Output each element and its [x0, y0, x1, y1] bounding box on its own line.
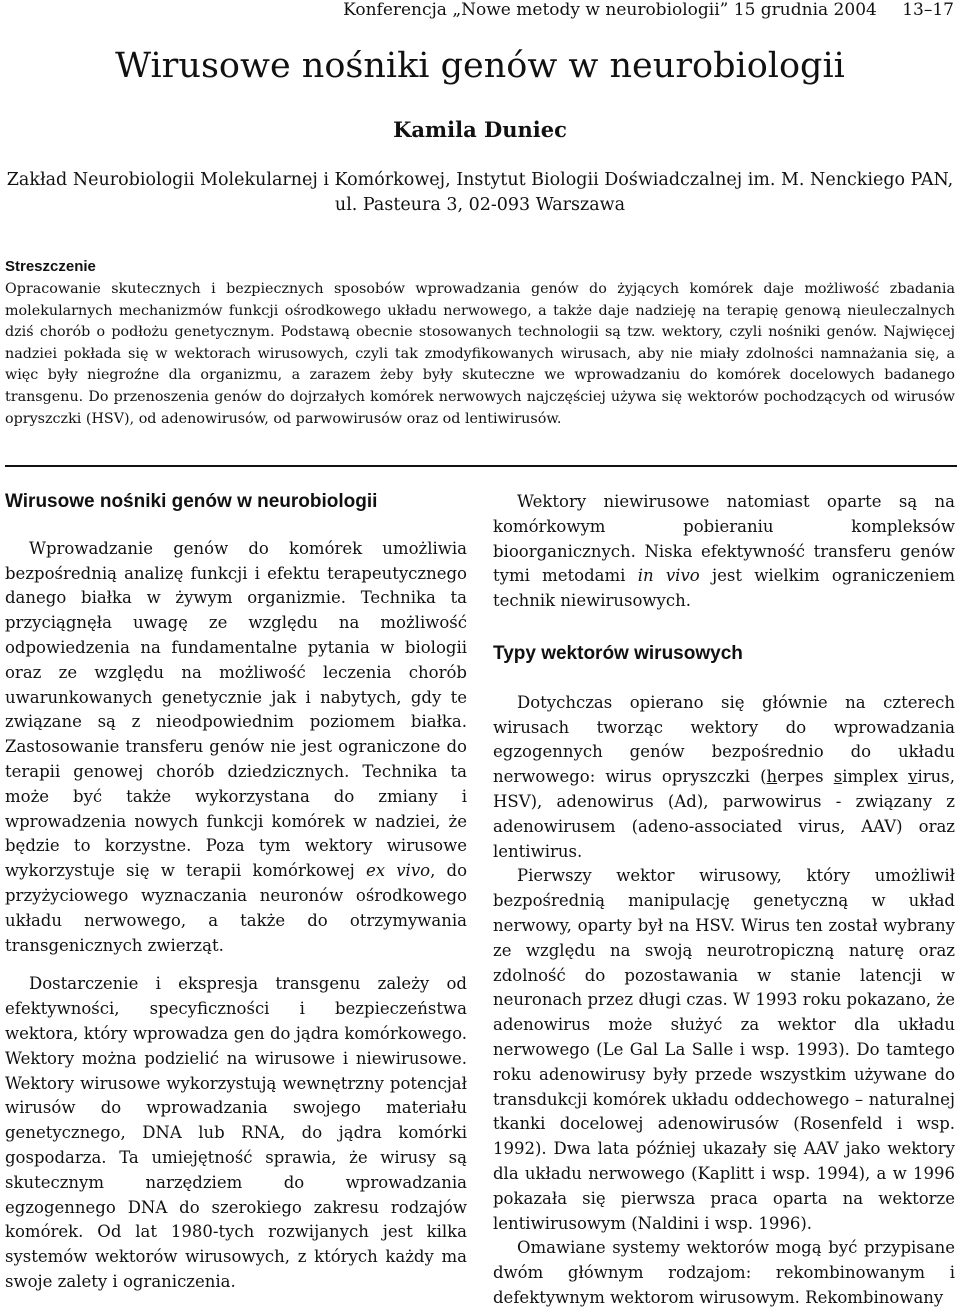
- conference-name: Konferencja „Nowe metody w neurobiologii” 15 grudnia 2004: [343, 0, 877, 20]
- article-title: Wirusowe nośniki genów w neurobiologii: [115, 46, 845, 86]
- text-run: erpes: [777, 767, 834, 787]
- running-header: [343, 0, 954, 20]
- left-column: [5, 490, 467, 1295]
- section-heading-intro: Wirusowe nośniki genów w neurobiologii: [5, 491, 378, 512]
- underlined-letter: v: [908, 767, 918, 787]
- body-paragraph: Dostarczenie i ekspresja transgenu zależy od efektywności, specyficzności i bezpieczeństwa wektora, który wprowadza gen do jądra komórkowego. Wektory można podzielić na wirusowe i niewirusowe. Wektory wirusowe wykorzystują wewnętrzny potencjał wirusów do wprowadzania swojego materiału genetycznego, DNA lub RNA, do jądra komórki gospodarza. Ta umiejętność sprawia, że wirusy są skutecznym narzędziem do wprowadzania egzogennego DNA do szerokiego zakresu rodzajów komórek. Od lat 1980-tych rozwijanych jest kilka systemów wektorów wirusowych, z których każdy ma swoje zalety i ograniczenia.: [5, 974, 467, 1291]
- abstract: [5, 258, 955, 430]
- text-run: implex: [842, 767, 909, 787]
- text-run: jest wielkim ograniczeniem technik niewirusowych.: [493, 566, 955, 611]
- body-paragraph: Pierwszy wektor wirusowy, który umożliwił bezpośrednią manipulację genetyczną w układ nerwowy, oparty był na HSV. Wirus ten został wybrany ze względu na swoją neurotropiczną naturę oraz zdolność do pozostawania w stanie latencji w neuronach przez długi czas. W 1993 roku pokazano, że adenowirus może służyć za wektor dla układu nerwowego (Le Gal La Salle i wsp. 1993). Do tamtego roku adenowirusy były przede wszystkim używane do transdukcji komórek układu oddechowego – naturalnej tkanki docelowej adenowirusów (Rosenfeld i wsp. 1992). Dwa lata później ukazały się AAV jako wektory dla układu nerwowego (Kaplitt i wsp. 1994), a w 1996 pokazała się pierwsza praca oparta na wektorze lentiwirusowym (Naldini i wsp. 1996).: [493, 866, 955, 1233]
- abstract-text: Opracowanie skutecznych i bezpiecznych sposobów wprowadzania genów do żyjących komórek daje możliwość zbadania molekularnych mechanizmów funkcji ośrodkowego układu nerwowego, a także daje nadzieję na terapię genową nieuleczalnych dziś chorób o podłożu genetycznym. Podstawą obecnie stosowanych technologii są tzw. wektory, czyli nośniki genów. Najwięcej nadziei pokłada się w wektorach wirusowych, czyli tak zmodyfikowanych wirusach, aby nie miały zdolności namnażania się, a więc były niegroźne dla organizmu, a zarazem żeby były skuteczne we wprowadzaniu do komórek docelowych badanego transgenu. Do przenoszenia genów do dojrzałych komórek nerwowych najczęściej używa się wektorów pochodzących od wirusów opryszczki (HSV), od adenowirusów, od parwowirusów oraz od lentiwirusów.: [5, 281, 955, 427]
- body-paragraph: [5, 537, 467, 959]
- right-column: [493, 490, 955, 1311]
- abstract-heading: Streszczenie: [5, 258, 96, 275]
- body-paragraph: Omawiane systemy wektorów mogą być przypisane dwóm głównym rodzajom: rekombinowanym i defektywnym wektorom wirusowym. Rekombinowany: [493, 1238, 955, 1307]
- page-range: 13–17: [902, 0, 954, 20]
- italic-term: in vivo: [637, 566, 700, 586]
- text-run: Wprowadzanie genów do komórek umożliwia bezpośrednią analizę funkcji i efektu terapeutycznego danego białka w żywym organizmie. Technika ta przyciągnęła uwagę ze względu na możliwość odpowiedzenia na fundamentalne pytania w biologii oraz ze względu na możliwość leczenia chorób uwarunkowanych genetycznie jak i nabytych, gdy te związane są z nieodpowiednim poziomem białka. Zastosowanie transferu genów nie jest ograniczone do terapii genowej chorób dziedzicznych. Technika ta może być także wykorzystana do zmiany i wprowadzenia nowych funkcji komórek w nadziei, że będzie to korzystne. Poza tym wektory wirusowe wykorzystuje się w terapii komórkowej: [5, 538, 467, 881]
- affiliation-line-2: ul. Pasteura 3, 02-093 Warszawa: [334, 195, 626, 215]
- section-divider: [5, 465, 957, 467]
- underlined-letter: s: [833, 767, 843, 787]
- text-run: irus, HSV), adenowirus (Ad), parwowirus - związany z adenowirusem (adeno-associated virus, AAV) oraz lentiwirus.: [493, 767, 955, 861]
- text-run: Dotychczas opierano się głównie na czterech wirusach tworząc wektory do wprowadzania egzogennych genów bezpośrednio do układu nerwowego: wirus opryszczki (: [493, 692, 955, 787]
- author-name: Kamila Duniec: [393, 117, 567, 142]
- text-run: , do przyżyciowego wyznaczania neuronów ośrodkowego układu nerwowego, a także do otrzymywania transgenicznych zwierząt.: [5, 861, 468, 955]
- text-run: Wektory niewirusowe natomiast oparte są na komórkowym pobieraniu kompleksów bioorganicznych. Niska efektywność transferu genów tymi metodami: [493, 492, 955, 586]
- body-paragraph: [493, 490, 955, 614]
- underlined-letter: h: [766, 767, 778, 787]
- section-heading-vector-types: Typy wektorów wirusowych: [493, 642, 743, 664]
- affiliation-line-1: Zakład Neurobiologii Molekularnej i Komórkowej, Instytut Biologii Doświadczalnej im. M. Nenckiego PAN,: [6, 170, 954, 190]
- italic-term: ex vivo: [365, 861, 431, 881]
- body-paragraph: [493, 691, 955, 865]
- affiliation: [0, 168, 960, 218]
